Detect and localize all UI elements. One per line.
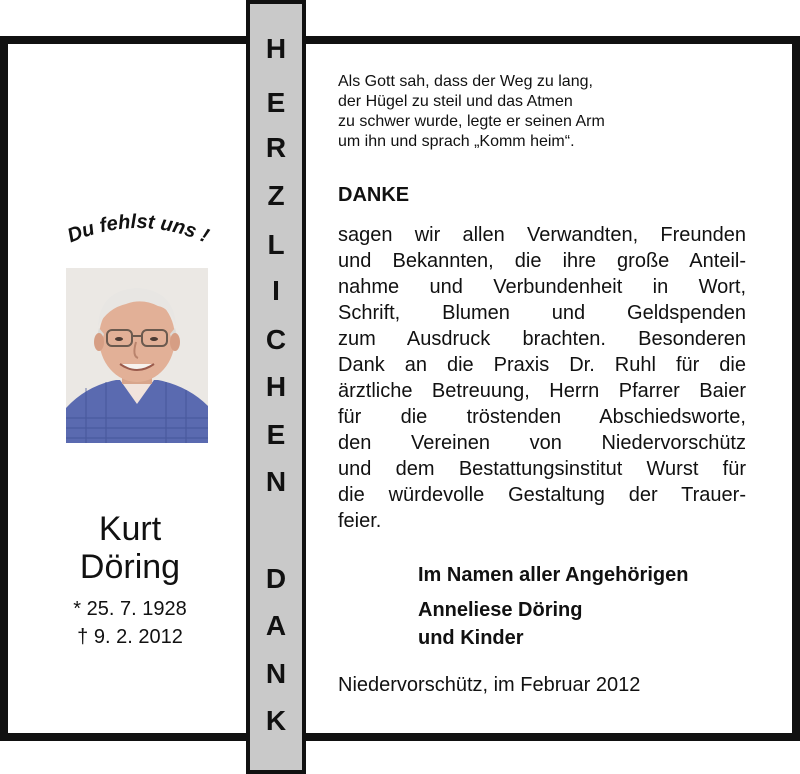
body-line: zum Ausdruck brachten. Besonderen <box>338 328 746 350</box>
banner-letter: D <box>265 563 287 594</box>
place-and-date: Niedervorschütz, im Februar 2012 <box>338 674 641 696</box>
body-line: Dank an die Praxis Dr. Ruhl für die <box>338 354 746 376</box>
poem-line: Als Gott sah, dass der Weg zu lang, <box>338 73 593 90</box>
birth-date: * 25. 7. 1928 <box>73 598 187 620</box>
body-line: Schrift, Blumen und Geldspenden <box>338 302 746 324</box>
body-line: nahme und Verbundenheit in Wort, <box>338 276 746 298</box>
banner-letter: H <box>265 371 287 402</box>
banner-letter: L <box>267 229 285 260</box>
banner-letter: Z <box>267 180 285 211</box>
death-date: † 9. 2. 2012 <box>77 626 183 648</box>
banner-letter: E <box>266 87 286 118</box>
first-name: Kurt <box>98 510 162 548</box>
heading-danke: DANKE <box>338 184 410 206</box>
portrait-photo <box>66 268 208 443</box>
body-line: für die tröstenden Abschiedsworte, <box>338 406 746 428</box>
banner-letter: K <box>265 705 287 736</box>
last-name: Döring <box>79 548 181 586</box>
banner-letter: E <box>266 419 286 450</box>
body-line: und dem Bestattungsinstitut Wurst für <box>338 458 746 480</box>
body-line: den Vereinen von Niedervorschütz <box>338 432 746 454</box>
body-line: die würdevolle Gestaltung der Trauer- <box>338 484 746 506</box>
banner-letter: I <box>272 275 280 306</box>
banner-letter: N <box>265 658 287 689</box>
banner-letter: R <box>265 132 287 163</box>
body-line: feier. <box>338 510 382 532</box>
body-line: und Bekannten, die ihre große Anteil- <box>338 250 746 272</box>
banner-letter: A <box>265 610 287 641</box>
banner-letter: N <box>265 466 287 497</box>
poem-line: zu schwer wurde, legte er seinen Arm <box>338 113 605 130</box>
poem-line: um ihn und sprach „Komm heim“. <box>338 133 575 150</box>
poem <box>338 72 758 152</box>
banner-letter: H <box>265 33 287 64</box>
body-line: sagen wir allen Verwandten, Freunden <box>338 224 746 246</box>
signature-name: Anneliese Döring <box>418 599 583 621</box>
tagline <box>48 210 228 260</box>
signature-family: und Kinder <box>418 627 524 649</box>
poem-line: der Hügel zu steil und das Atmen <box>338 93 573 110</box>
signature-intro: Im Namen aller Angehörigen <box>418 564 689 586</box>
tagline-text: Du fehlst uns ! <box>64 210 212 248</box>
vertical-banner <box>246 0 306 774</box>
body-line: ärztliche Betreuung, Herrn Pfarrer Baier <box>338 380 746 402</box>
banner-letter: C <box>265 324 287 355</box>
thank-you-text <box>338 222 746 534</box>
